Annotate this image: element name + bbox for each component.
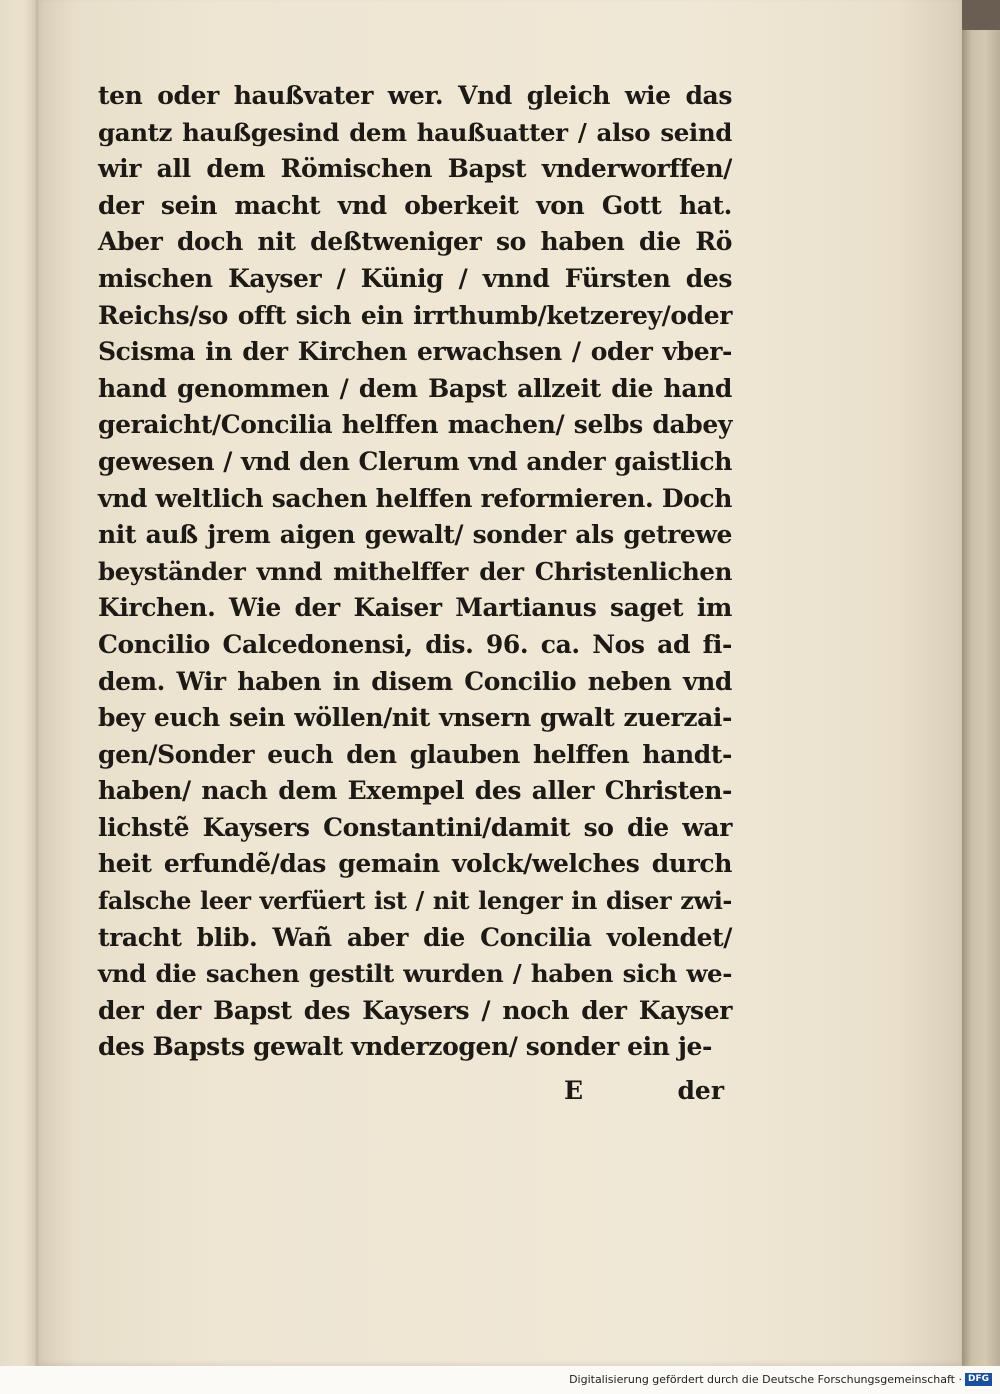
- text-line: beyständer vnnd mithelffer der Christenlichen: [98, 556, 732, 586]
- text-line: vnd die sachen gestilt wurden / haben sich we-: [98, 959, 732, 989]
- footer-credit: Digitalisierung gefördert durch die Deutsche Forschungsgemeinschaft ·: [569, 1373, 962, 1386]
- text-line: Aber doch nit deßtweniger so haben die Rö: [98, 227, 732, 257]
- text-line: geraicht/Concilia helffen machen/ selbs dabey: [98, 410, 732, 440]
- text-line: dem. Wir haben in disem Concilio neben vnd: [98, 666, 732, 696]
- text-line: heit erfundẽ/das gemain volck/welches durch: [98, 849, 732, 879]
- facing-page-edge: [0, 0, 38, 1394]
- text-line: falsche leer verfüert ist / nit lenger in diser zwi-: [98, 886, 732, 916]
- text-line: nit auß jrem aigen gewalt/ sonder als getrewe: [98, 520, 732, 550]
- text-line: gewesen / vnd den Clerum vnd ander gaistlich: [98, 446, 732, 476]
- text-line: wir all dem Römischen Bapst vnderworffen/: [98, 154, 732, 184]
- text-line: Scisma in der Kirchen erwachsen / oder vber-: [98, 337, 732, 367]
- text-line: des Bapsts gewalt vnderzogen/ sonder ein je-: [98, 1032, 712, 1062]
- text-line: Reichs/so offt sich ein irrthumb/ketzerey/oder: [98, 300, 732, 330]
- background-corner: [965, 0, 1000, 30]
- dfg-logo: DFG: [965, 1373, 992, 1386]
- text-line: bey euch sein wöllen/nit vnsern gwalt zuerzai-: [98, 703, 732, 733]
- text-line: der der Bapst des Kaysers / noch der Kayser: [98, 995, 732, 1025]
- text-line: ten oder haußvater wer. Vnd gleich wie das: [98, 81, 732, 110]
- signature-mark: E: [564, 1076, 584, 1105]
- text-line: hand genommen / dem Bapst allzeit die hand: [98, 373, 732, 403]
- text-line: vnd weltlich sachen helffen reformieren. Doch: [98, 483, 732, 513]
- text-line: tracht blib. Wañ aber die Concilia volendet/: [98, 922, 732, 952]
- page-foot: [98, 1071, 732, 1111]
- page-stack-edge: [962, 30, 1000, 1366]
- text-line: der sein macht vnd oberkeit von Gott hat.: [98, 190, 732, 220]
- text-line: gen/Sonder euch den glauben helffen handt-: [98, 739, 732, 769]
- catchword: der: [677, 1076, 724, 1105]
- text-line: Concilio Calcedonensi, dis. 96. ca. Nos ad fi-: [98, 629, 732, 659]
- text-line: mischen Kayser / Künig / vnnd Fürsten des: [98, 263, 732, 293]
- text-line: haben/ nach dem Exempel des aller Christen-: [98, 776, 732, 806]
- page-text: [98, 78, 732, 1066]
- text-line: gantz haußgesind dem haußuatter / also seind: [98, 117, 732, 147]
- text-line: Kirchen. Wie der Kaiser Martianus saget im: [98, 593, 732, 623]
- footer: [569, 1373, 992, 1386]
- text-line: lichstẽ Kaysers Constantini/damit so die war: [98, 812, 732, 842]
